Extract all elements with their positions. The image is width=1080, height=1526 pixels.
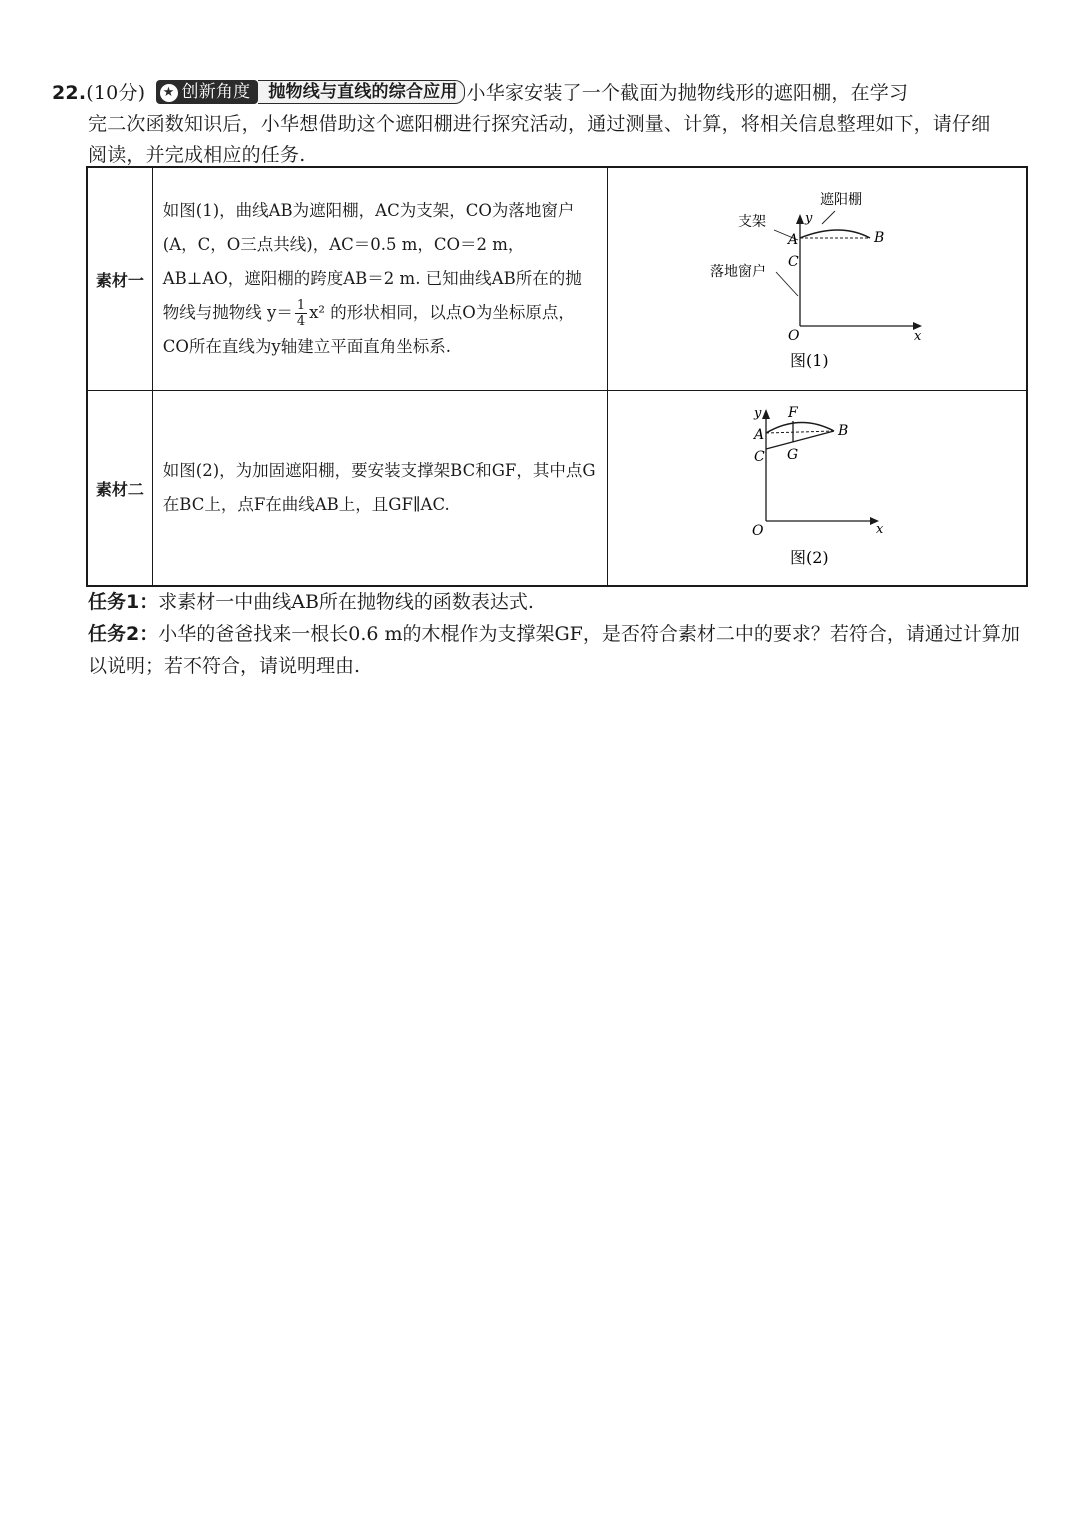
- point-c: C: [787, 254, 799, 270]
- material-text-part1: 如图(1)，曲线AB为遮阳棚，AC为支架，CO为落地窗户(A，C，O三点共线)，AC＝0.5 m，CO＝2 m，AB⊥AO，遮阳棚的跨度AB＝2 m. 已知曲线AB所在的抛物线与抛物线 y＝: [162, 201, 582, 322]
- y-axis-arrow: [762, 409, 770, 419]
- awning-leader: [822, 211, 835, 224]
- task-text: 求素材一中曲线AB所在抛物线的函数表达式.: [158, 591, 534, 613]
- ab-dashed-line: [766, 431, 834, 433]
- material-label: 素材一: [87, 167, 152, 391]
- label-window: 落地窗户: [709, 264, 766, 280]
- question-points: (10分): [86, 82, 146, 104]
- task-label: 任务1：: [88, 591, 159, 613]
- point-a: A: [787, 232, 799, 248]
- material-label: 素材二: [87, 391, 152, 587]
- material-row: [87, 391, 1027, 587]
- figure-2-cell: [607, 391, 1027, 587]
- badge-label: 创新角度: [181, 82, 251, 102]
- point-o: O: [787, 328, 800, 344]
- intro-line-3: 阅读，并完成相应的任务.: [88, 144, 306, 166]
- label-awning: 遮阳棚: [819, 192, 862, 208]
- y-axis-arrow: [796, 214, 804, 224]
- innovation-badge: [156, 80, 259, 104]
- point-b: B: [837, 423, 849, 439]
- task-label: 任务2：: [88, 623, 159, 645]
- axis-x-label: x: [913, 329, 922, 344]
- material-text-part2: x² 的形状相同，以点O为坐标原点，CO所在直线为y轴建立平面直角坐标系.: [162, 303, 575, 356]
- task-text: 小华的爸爸找来一根长0.6 m的木棍作为支撑架GF，是否符合素材二中的要求？若符合，请通过计算加以说明；若不符合，请说明理由.: [88, 623, 1020, 677]
- materials-table: [86, 166, 1028, 587]
- fraction-numerator: 1: [296, 298, 306, 313]
- question-number: 22.: [52, 82, 87, 104]
- star-icon: ★: [160, 84, 178, 102]
- intro-line-1: 小华家安装了一个截面为抛物线形的遮阳棚，在学习: [466, 82, 909, 104]
- figure-1-cell: [607, 167, 1027, 391]
- axis-x-label: x: [875, 522, 884, 537]
- task-1: [88, 586, 1033, 618]
- question-block: [52, 78, 1032, 171]
- tasks-block: [88, 586, 1033, 682]
- intro-line-2: 完二次函数知识后，小华想借助这个遮阳棚进行探究活动，通过测量、计算，将相关信息整理如下，请仔细: [88, 113, 991, 135]
- fraction-denominator: 4: [296, 314, 306, 329]
- point-b: B: [873, 230, 885, 246]
- axis-y-label: y: [753, 406, 762, 421]
- point-o: O: [751, 523, 764, 539]
- topic-tag: 抛物线与直线的综合应用: [258, 80, 464, 104]
- fraction: [295, 298, 307, 329]
- material-text: 如图(2)，为加固遮阳棚，要安装支撑架BC和GF，其中点G在BC上，点F在曲线AB上，且GF∥AC.: [152, 391, 607, 587]
- support-bc: [766, 431, 834, 449]
- point-c: C: [753, 449, 765, 465]
- figure-2-caption: 图(2): [789, 548, 829, 567]
- label-support: 支架: [737, 214, 766, 230]
- question-header: [52, 78, 1032, 109]
- awning-curve: [800, 230, 870, 238]
- task-2: [88, 618, 1033, 682]
- point-f: F: [787, 405, 798, 421]
- axis-y-label: y: [804, 211, 813, 226]
- figure-1: [608, 168, 1026, 386]
- point-a: A: [753, 427, 765, 443]
- point-g: G: [786, 447, 799, 463]
- window-leader: [776, 272, 798, 296]
- material-row: [87, 167, 1027, 391]
- figure-2: [608, 391, 1026, 581]
- material-text: [152, 167, 607, 391]
- figure-1-caption: 图(1): [789, 351, 829, 370]
